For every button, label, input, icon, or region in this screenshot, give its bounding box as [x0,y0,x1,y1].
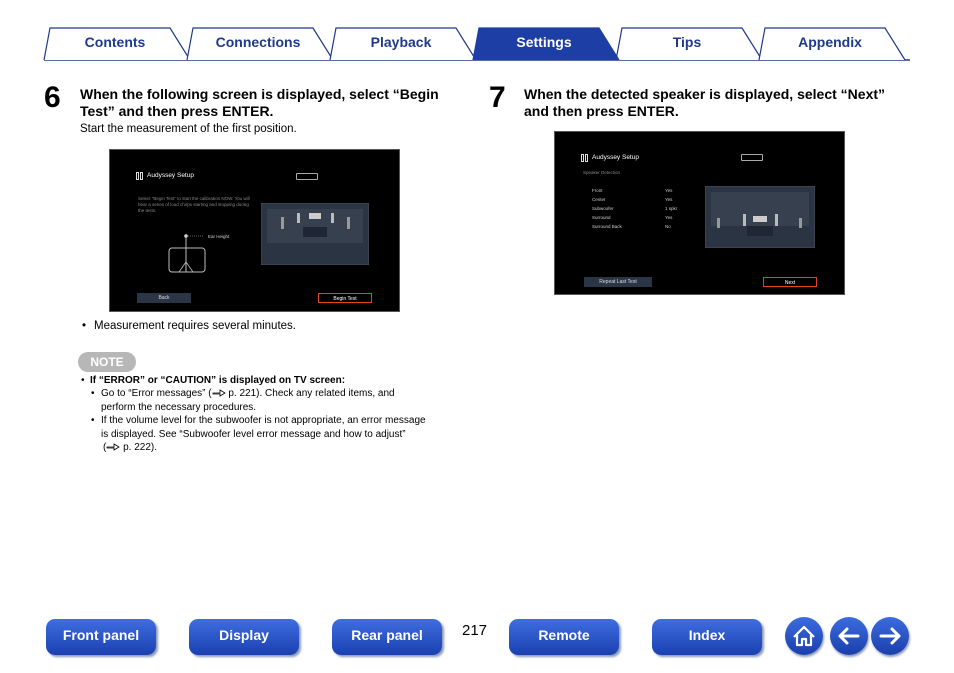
row-label: Front [592,188,603,193]
row-value: Yes [665,215,673,220]
index-button[interactable]: Index [652,619,762,655]
tab-settings[interactable]: Settings [516,34,572,50]
tab-contents[interactable]: Contents [84,34,146,50]
step-6-title-line1: When the following screen is displayed, select “Begin [80,86,439,102]
top-tab-bar [0,0,954,64]
next-button[interactable]: Next [763,277,817,287]
note-badge: NOTE [78,352,136,372]
arrow-left-icon [830,617,868,655]
note-item1-dot: • [91,388,95,399]
rear-panel-button[interactable]: Rear panel [332,619,442,655]
pointer-hand-icon [106,442,120,451]
note-item2-text-a: ( [103,442,107,453]
screen-subtitle: Speaker Detection [583,170,621,175]
bullet-dot: • [82,320,87,332]
begin-test-button[interactable]: Begin Test [318,293,372,303]
note-item2-line1: If the volume level for the subwoofer is not appropriate, an error message [101,415,426,426]
row-label: Surround [592,215,611,220]
row-value: 1 spkr [665,206,678,211]
tab-connections[interactable]: Connections [215,34,301,50]
step-7-title-line1: When the detected speaker is displayed, select “Next” [524,86,886,102]
note-item2-line3 [103,441,157,455]
row-value: No [665,224,671,229]
note-heading: If “ERROR” or “CAUTION” is displayed on TV screen: [90,375,346,386]
measurement-bullet: Measurement requires several minutes. [94,320,296,332]
step-7-title-line2: and then press ENTER. [524,103,679,119]
note-item1-text-b: p. 221). Check any related items, and [225,388,395,399]
step-6-title-line2: Test” and then press ENTER. [80,103,274,119]
front-panel-button[interactable]: Front panel [46,619,156,655]
step-6-number: 6 [44,81,61,114]
note-item2-line2: is displayed. See “Subwoofer level error message and how to adjust” [101,429,406,440]
speaker-detection-screen [554,131,845,295]
room-speaker-diagram [261,203,369,265]
screen-desc-1: Select "Begin Test" to start the calibration NOW. You will [138,196,250,201]
audyssey-logo-icon [581,154,589,162]
screen-title: Audyssey Setup [147,172,194,179]
note-item1-line2: perform the necessary procedures. [101,402,257,413]
screen-desc-3: the tests. [138,208,157,213]
back-button[interactable]: Back [137,293,191,303]
arrow-right-icon [871,617,909,655]
step-7-number: 7 [489,81,506,114]
tab-tips[interactable]: Tips [672,34,702,50]
tab-appendix[interactable]: Appendix [798,34,862,50]
ear-height-label: Ear Height [208,234,230,239]
row-value: Yes [665,188,673,193]
tab-playback[interactable]: Playback [370,34,432,50]
row-value: Yes [665,197,673,202]
page-number: 217 [462,622,488,639]
repeat-last-test-button[interactable]: Repeat Last Test [584,277,652,287]
tab-shapes [0,0,954,64]
step-6-subtitle: Start the measurement of the first position. [80,123,297,135]
row-label: Subwoofer [592,206,614,211]
note-item1-line1 [101,387,395,401]
back-page-button[interactable] [830,617,868,655]
home-button[interactable] [785,617,823,655]
row-label: Surround Back [592,224,622,229]
room-speaker-diagram [705,186,815,248]
home-icon [785,617,823,655]
brand-logo-icon [296,173,318,180]
screen-desc-2: hear a series of loud chirps starting and stopping during [138,202,249,207]
brand-logo-icon [741,154,763,161]
note-bullet-dot: • [81,375,85,386]
pointer-hand-icon [212,388,226,397]
audyssey-logo-icon [136,172,144,180]
note-item1-text-a: Go to “Error messages” ( [101,388,212,399]
forward-page-button[interactable] [871,617,909,655]
note-item2-dot: • [91,415,95,426]
row-label: Center [592,197,606,202]
display-button[interactable]: Display [189,619,299,655]
begin-test-screen [109,149,400,312]
note-item2-text-b: p. 222). [120,442,158,453]
screen-title: Audyssey Setup [592,154,639,161]
remote-button[interactable]: Remote [509,619,619,655]
